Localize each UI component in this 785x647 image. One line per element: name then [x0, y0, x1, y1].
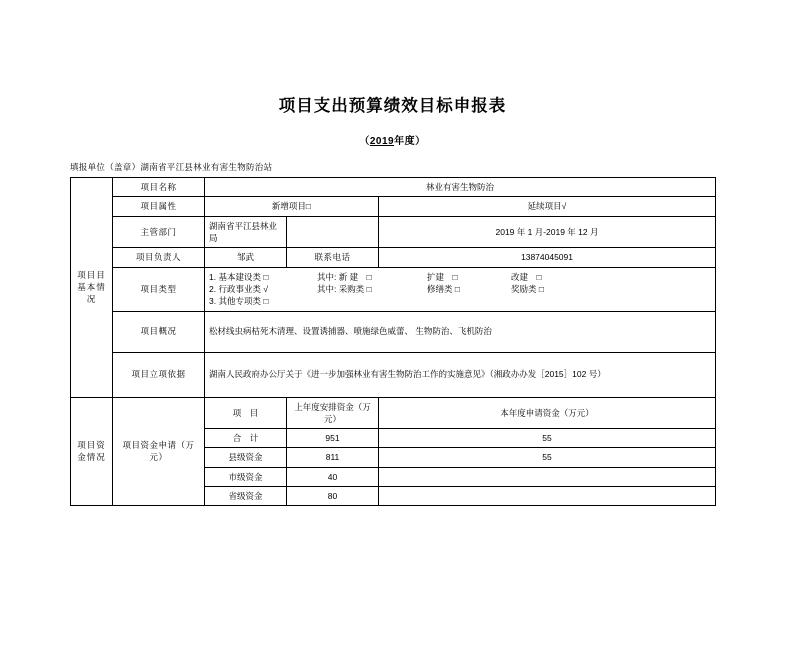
supervising-department-label: 主管部门: [113, 216, 205, 248]
project-leader-label: 项目负责人: [113, 248, 205, 267]
type-construction-option[interactable]: 1. 基本建设类 □: [209, 271, 269, 282]
fund-row-last-year: 951: [287, 429, 379, 448]
project-leader-value: 邹武: [205, 248, 287, 267]
fund-row-item: 合 计: [205, 429, 287, 448]
project-type-line-1: [209, 271, 711, 283]
fund-row-this-year: 55: [379, 448, 716, 467]
contact-phone-label: 联系电话: [287, 248, 379, 267]
type-construction-new[interactable]: 其中: 新 建 □: [317, 271, 372, 282]
document-page: [0, 92, 785, 647]
page-title: 项目支出预算绩效目标申报表: [278, 97, 507, 115]
year-suffix: 年度）: [394, 136, 426, 147]
type-construction-rebuild[interactable]: 改建 □: [511, 271, 542, 282]
year-value: 2019: [369, 136, 395, 147]
fund-row-last-year: 80: [287, 487, 379, 506]
project-name-value: 林业有害生物防治: [205, 178, 716, 197]
fund-row-last-year: 40: [287, 467, 379, 486]
table-row: [71, 197, 716, 216]
fund-row-item: 县级资金: [205, 448, 287, 467]
table-row: [71, 248, 716, 267]
type-construction-expand[interactable]: 扩建 □: [427, 271, 458, 282]
project-type-options[interactable]: [205, 267, 716, 311]
project-overview-label: 项目概况: [113, 311, 205, 352]
fund-row-this-year: 55: [379, 429, 716, 448]
fund-request-label: 项目资金申请（万元）: [113, 397, 205, 506]
project-attribute-new[interactable]: 新增项目□: [205, 197, 379, 216]
fund-header-item: 项 目: [205, 397, 287, 429]
supervising-department-value: 湖南省平江县林业局: [205, 216, 287, 248]
table-row: [71, 178, 716, 197]
empty-cell: [287, 216, 379, 248]
fund-header-this-year: 本年度申请资金（万元）: [379, 397, 716, 429]
performance-target-form: [70, 177, 716, 506]
type-administrative-option[interactable]: 2. 行政事业类 √: [209, 283, 268, 294]
document-year: [0, 132, 785, 147]
project-name-label: 项目名称: [113, 178, 205, 197]
project-type-label: 项目类型: [113, 267, 205, 311]
type-administrative-award[interactable]: 奖励类 □: [511, 283, 544, 294]
fund-header-last-year: 上年度安排资金（万元）: [287, 397, 379, 429]
project-type-line-2: [209, 283, 711, 295]
project-basis-value: 湖南人民政府办公厅关于《进一步加强林业有害生物防治工作的实施意见》（湘政办办发［2015］102 号）: [205, 352, 716, 397]
table-row: [71, 216, 716, 248]
year-prefix: （: [359, 136, 370, 147]
section-label-basic: 项目目基本情况: [71, 178, 113, 398]
type-administrative-repair[interactable]: 修缮类 □: [427, 283, 460, 294]
type-other-option[interactable]: 3. 其他专项类 □: [209, 296, 269, 307]
table-row: [71, 397, 716, 429]
fund-row-item: 市级资金: [205, 467, 287, 486]
fund-row-last-year: 811: [287, 448, 379, 467]
project-type-line-3: [209, 295, 711, 307]
project-attribute-continue[interactable]: 延续项目√: [379, 197, 716, 216]
fund-row-item: 省级资金: [205, 487, 287, 506]
type-administrative-procurement[interactable]: 其中: 采购类 □: [317, 283, 372, 294]
reporting-organization: 填报单位（盖章）湖南省平江县林业有害生物防治站: [70, 162, 273, 172]
table-row: [71, 311, 716, 352]
project-basis-label: 项目立项依据: [113, 352, 205, 397]
table-row: [71, 267, 716, 311]
contact-phone-value: 13874045091: [379, 248, 716, 267]
project-overview-value: 松材线虫病枯死木清理、设置诱捕器、喷施绿色威蕾、 生物防治、飞机防治: [205, 311, 716, 352]
fund-row-this-year: [379, 467, 716, 486]
section-label-funds: 项目资金情况: [71, 397, 113, 506]
table-row: [71, 352, 716, 397]
project-attribute-label: 项目属性: [113, 197, 205, 216]
fund-row-this-year: [379, 487, 716, 506]
project-period-value: 2019 年 1 月-2019 年 12 月: [379, 216, 716, 248]
